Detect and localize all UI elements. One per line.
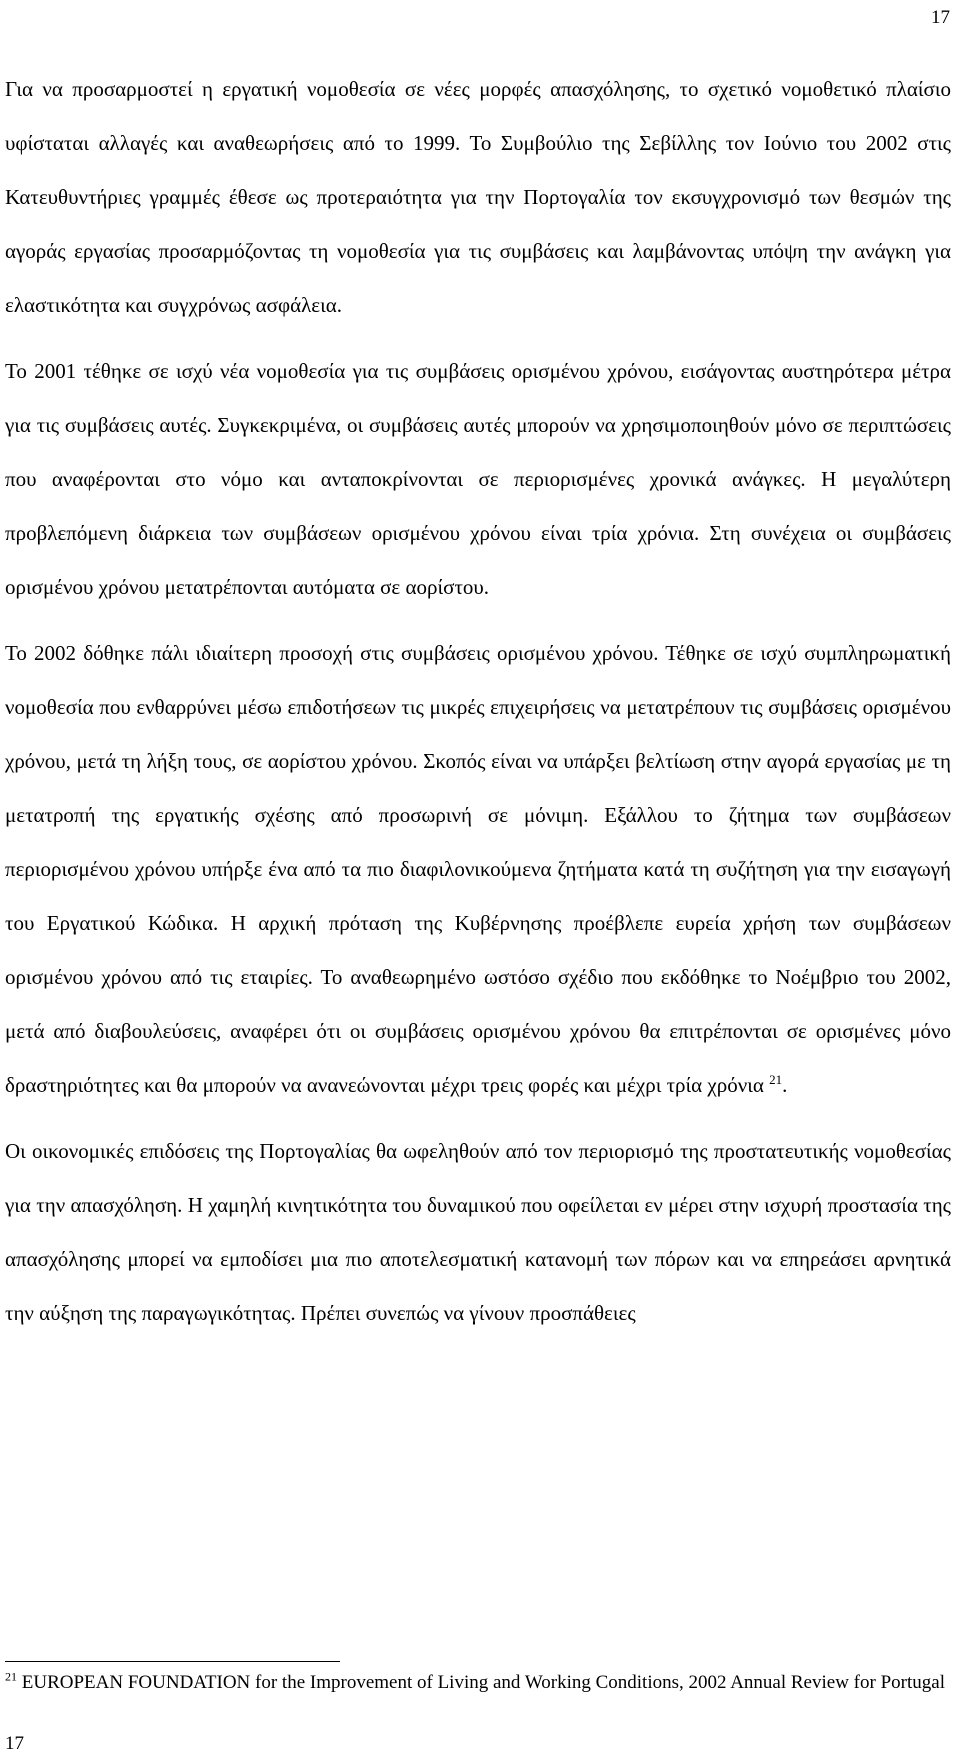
paragraph-3 <box>5 626 951 1112</box>
paragraph-3-text: Το 2002 δόθηκε πάλι ιδιαίτερη προσοχή στις συμβάσεις ορισμένου χρόνου. Τέθηκε σε ισχύ συμπληρωματική νομοθεσία που ενθαρρύνει μέσω επιδοτήσεων τις μικρές επιχειρήσεις να μετατρέπουν τις συμβάσεις ορισμένου χρόνου, μετά τη λήξη τους, σε αορίστου χρόνου. Σκοπός είναι να υπάρξει βελτίωση στην αγορά εργασίας με τη μετατροπή της εργατικής σχέσης από προσωρινή σε μόνιμη. Εξάλλου το ζήτημα των συμβάσεων περιορισμένου χρόνου υπήρξε ένα από τα πιο διαφιλονικούμενα ζητήματα κατά τη συζήτηση για την εισαγωγή του Εργατικού Κώδικα. Η αρχική πρόταση της Κυβέρνησης προέβλεπε ευρεία χρήση των συμβάσεων ορισμένου χρόνου από τις εταιρίες. Το αναθεωρημένο ωστόσο σχέδιο που εκδόθηκε το Νοέμβριο του 2002, μετά από διαβουλεύσεις, αναφέρει ότι οι συμβάσεις ορισμένου χρόνου θα επιτρέπονται σε ορισμένες μόνο δραστηριότητες και θα μπορούν να ανανεώνονται μέχρι τρεις φορές και μέχρι τρία χρόνια <box>5 641 951 1097</box>
footnote-separator <box>5 1661 340 1662</box>
paragraph-2: Το 2001 τέθηκε σε ισχύ νέα νομοθεσία για τις συμβάσεις ορισμένου χρόνου, εισάγοντας αυστηρότερα μέτρα για τις συμβάσεις αυτές. Συγκεκριμένα, οι συμβάσεις αυτές μπορούν να χρησιμοποιηθούν μόνο σε περιπτώσεις που αναφέρονται στο νόμο και ανταποκρίνονται σε περιορισμένες χρονικά ανάγκες. Η μεγαλύτερη προβλεπόμενη διάρκεια των συμβάσεων ορισμένου χρόνου είναι τρία χρόνια. Στη συνέχεια οι συμβάσεις ορισμένου χρόνου μετατρέπονται αυτόματα σε αορίστου. <box>5 359 951 599</box>
body-text <box>5 62 951 1352</box>
footnote-reference[interactable]: 21 <box>769 1072 783 1087</box>
footnote-number: 21 <box>5 1669 17 1684</box>
paragraph-3-tail: . <box>782 1073 788 1097</box>
page-number-top: 17 <box>931 7 950 28</box>
footnote-text: EUROPEAN FOUNDATION for the Improvement of Living and Working Conditions, 2002 Annual Review for Portugal <box>17 1672 945 1693</box>
page-number-bottom: 17 <box>5 1733 24 1754</box>
paragraph-1: Για να προσαρμοστεί η εργατική νομοθεσία σε νέες μορφές απασχόλησης, το σχετικό νομοθετικό πλαίσιο υφίσταται αλλαγές και αναθεωρήσεις από το 1999. Το Συμβούλιο της Σεβίλλης τον Ιούνιο του 2002 στις Κατευθυντήριες γραμμές έθεσε ως προτεραιότητα για την Πορτογαλία τον εκσυγχρονισμό των θεσμών της αγοράς εργασίας προσαρμόζοντας τη νομοθεσία για τις συμβάσεις και λαμβάνοντας υπόψη την ανάγκη για ελαστικότητα και συγχρόνως ασφάλεια. <box>5 77 951 317</box>
footnote <box>5 1669 950 1694</box>
paragraph-4: Οι οικονομικές επιδόσεις της Πορτογαλίας θα ωφεληθούν από τον περιορισμό της προστατευτικής νομοθεσίας για την απασχόληση. Η χαμηλή κινητικότητα του δυναμικού που οφείλεται εν μέρει στην ισχυρή προστασία της απασχόλησης μπορεί να εμποδίσει μια πιο αποτελεσματική κατανομή των πόρων και να επηρεάσει αρνητικά την αύξηση της παραγωγικότητας. Πρέπει συνεπώς να γίνουν προσπάθειες <box>5 1139 951 1325</box>
